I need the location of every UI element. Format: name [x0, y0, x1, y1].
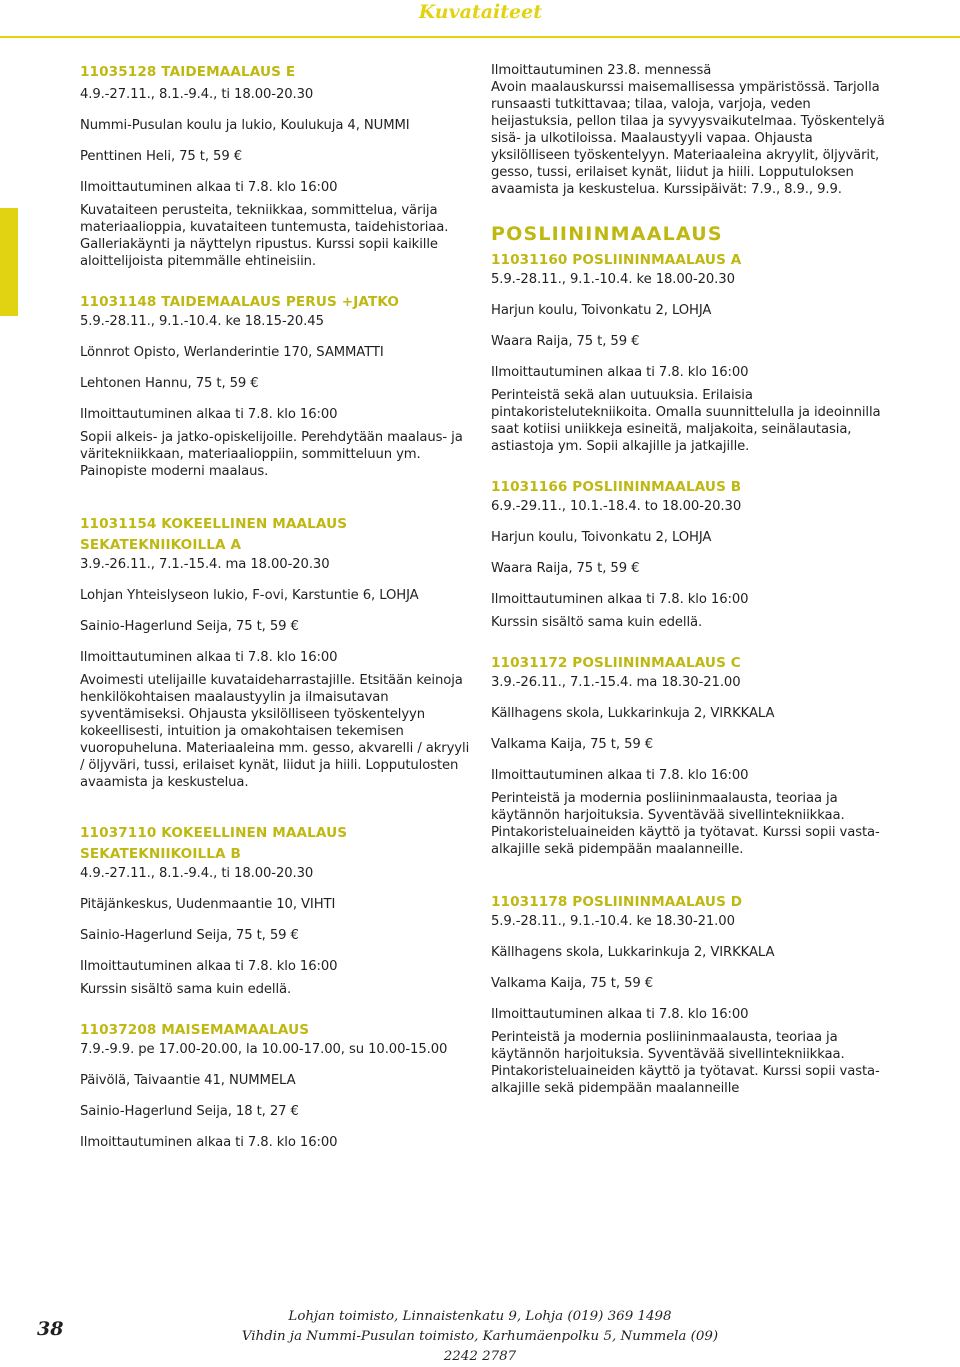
course-schedule: 6.9.-29.11., 10.1.-18.4. to 18.00-20.30: [491, 499, 742, 514]
course-teacher: Lehtonen Hannu, 75 t, 59 €: [80, 376, 259, 391]
course-registration: Ilmoittautuminen alkaa ti 7.8. klo 16:00: [491, 592, 749, 607]
course-teacher: Penttinen Heli, 75 t, 59 €: [80, 149, 243, 164]
course-registration: Ilmoittautuminen alkaa ti 7.8. klo 16:00: [80, 650, 338, 665]
course-description: Perinteistä ja modernia posliininmaalausta, teoriaa ja käytännön harjoituksia. Syventävää sivellintekniikkaa. Pintakoristeluaineiden käyttö ja työtavat. Kurssi sopii vasta-alkajille sekä pidempään maalanneille.: [491, 791, 880, 857]
course-title: 11031178 POSLIININMAALAUS D: [491, 894, 743, 910]
course-schedule: 5.9.-28.11., 9.1.-10.4. ke 18.00-20.30: [491, 272, 735, 287]
course-schedule: 7.9.-9.9. pe 17.00-20.00, la 10.00-17.00, su 10.00-15.00: [80, 1042, 448, 1057]
course-11031154: [80, 514, 476, 791]
course-registration: Ilmoittautuminen alkaa ti 7.8. klo 16:00: [80, 180, 338, 195]
page-title: Kuvataiteet: [418, 1, 542, 23]
course-registration: Ilmoittautuminen 23.8. mennessä: [491, 63, 712, 78]
right-column: [491, 62, 893, 1097]
course-11031148: [80, 292, 476, 480]
course-teacher: Sainio-Hagerlund Seija, 75 t, 59 €: [80, 928, 299, 943]
course-teacher: Sainio-Hagerlund Seija, 75 t, 59 €: [80, 619, 299, 634]
header-rule: [0, 36, 960, 38]
section-heading: POSLIININMAALAUS: [491, 223, 723, 245]
course-location: Päivölä, Taivaantie 41, NUMMELA: [80, 1073, 296, 1088]
course-registration: Ilmoittautuminen alkaa ti 7.8. klo 16:00: [80, 1135, 338, 1150]
footer-office-lohja: Lohjan toimisto, Linnaistenkatu 9, Lohja (019) 369 1498: [288, 1309, 672, 1324]
course-registration: Ilmoittautuminen alkaa ti 7.8. klo 16:00: [491, 768, 749, 783]
course-11037208: [80, 1020, 476, 1151]
course-schedule: 4.9.-27.11., 8.1.-9.4., ti 18.00-20.30: [80, 866, 314, 881]
course-11031160: [491, 250, 893, 455]
course-11035128: [80, 62, 476, 270]
course-title: 11031166 POSLIININMAALAUS B: [491, 479, 742, 495]
course-title: 11031172 POSLIININMAALAUS C: [491, 655, 741, 671]
course-teacher: Sainio-Hagerlund Seija, 18 t, 27 €: [80, 1104, 299, 1119]
course-teacher: Valkama Kaija, 75 t, 59 €: [491, 737, 654, 752]
course-teacher: Valkama Kaija, 75 t, 59 €: [491, 976, 654, 991]
course-location: Källhagens skola, Lukkarinkuja 2, VIRKKALA: [491, 706, 775, 721]
course-location: Harjun koulu, Toivonkatu 2, LOHJA: [491, 530, 712, 545]
course-title: 11035128 TAIDEMAALAUS E: [80, 64, 296, 80]
course-registration: Ilmoittautuminen alkaa ti 7.8. klo 16:00: [80, 959, 338, 974]
course-description: Avoimesti utelijaille kuvataideharrastajille. Etsitään keinoja henkilökohtaisen maalaustyylin ja ilmaisutavan syventämiseksi. Ohjausta yksilölliseen työskentelyyn kokeellisesti, intuition ja omakohtaisen tekemisen vuoropuheluna. Materiaaleina mm. gesso, akvarelli / akryyli / öljyväri, tussi, erilaiset kynät, liidut ja hiili. Lopputulosten avaamista ja keskustelua.: [80, 673, 470, 790]
course-location: Pitäjänkeskus, Uudenmaantie 10, VIHTI: [80, 897, 336, 912]
course-location: Källhagens skola, Lukkarinkuja 2, VIRKKALA: [491, 945, 775, 960]
course-registration: Ilmoittautuminen alkaa ti 7.8. klo 16:00: [80, 407, 338, 422]
course-schedule: 5.9.-28.11., 9.1.-10.4. ke 18.30-21.00: [491, 914, 735, 929]
course-teacher: Waara Raija, 75 t, 59 €: [491, 561, 640, 576]
course-schedule: 4.9.-27.11., 8.1.-9.4., ti 18.00-20.30: [80, 87, 314, 102]
course-11031166: [491, 477, 893, 631]
footer-office-vihti: Vihdin ja Nummi-Pusulan toimisto, Karhumäenpolku 5, Nummela (09) 2242 2787: [241, 1329, 719, 1364]
course-description: Kurssin sisältö sama kuin edellä.: [491, 615, 703, 630]
course-11031172: [491, 653, 893, 858]
course-title: 11037110 KOKEELLINEN MAALAUS SEKATEKNIIKOILLA B: [80, 825, 348, 862]
page-number: 38: [37, 1318, 64, 1340]
course-location: Lohjan Yhteislyseon lukio, F-ovi, Karstuntie 6, LOHJA: [80, 588, 419, 603]
course-teacher: Waara Raija, 75 t, 59 €: [491, 334, 640, 349]
continued-course-info: [491, 62, 893, 198]
course-title: 11031148 TAIDEMAALAUS PERUS +JATKO: [80, 294, 400, 310]
course-description: Perinteistä ja modernia posliininmaalausta, teoriaa ja käytännön harjoituksia. Syventävää sivellintekniikkaa. Pintakoristeluaineiden käyttö ja työtavat. Kurssi sopii vasta-alkajille sekä pidempään maalanneille: [491, 1030, 880, 1096]
left-column: [80, 62, 476, 1157]
course-registration: Ilmoittautuminen alkaa ti 7.8. klo 16:00: [491, 1007, 749, 1022]
side-tab-marker: [0, 208, 18, 316]
course-description: Sopii alkeis- ja jatko-opiskelijoille. Perehdytään maalaus- ja väritekniikkaan, materiaalioppiin, sommitteluun ym. Painopiste moderni maalaus.: [80, 430, 463, 479]
course-description: Kuvataiteen perusteita, tekniikkaa, sommittelua, värija materiaalioppia, kuvataiteen tuntemusta, taidehistoriaa. Galleriakäynti ja näyttelyn ripustus. Kurssi sopii kaikille aloittelijoista pitemmälle ehtineisiin.: [80, 203, 449, 269]
course-registration: Ilmoittautuminen alkaa ti 7.8. klo 16:00: [491, 365, 749, 380]
course-schedule: 5.9.-28.11., 9.1.-10.4. ke 18.15-20.45: [80, 314, 324, 329]
course-title: 11031154 KOKEELLINEN MAALAUS SEKATEKNIIKOILLA A: [80, 516, 348, 553]
course-description: Perinteistä sekä alan uutuuksia. Erilaisia pintakoristelutekniikoita. Omalla suunnittelulla ja ideoinnilla saat kotiisi uniikkeja esineitä, maljakoita, seinälautasia, astiastoja ym. Sopii alkajille ja jatkajille.: [491, 388, 881, 454]
course-schedule: 3.9.-26.11., 7.1.-15.4. ma 18.30-21.00: [491, 675, 741, 690]
course-description: Kurssin sisältö sama kuin edellä.: [80, 982, 292, 997]
course-title: 11031160 POSLIININMAALAUS A: [491, 252, 742, 268]
course-11037110: [80, 823, 476, 998]
course-title: 11037208 MAISEMAMAALAUS: [80, 1022, 310, 1038]
page-header: [0, 0, 960, 39]
course-11031178: [491, 892, 893, 1097]
course-location: Harjun koulu, Toivonkatu 2, LOHJA: [491, 303, 712, 318]
course-description: Avoin maalauskurssi maisemallisessa ympäristössä. Tarjolla runsaasti tutkittavaa; tilaa, valoja, varjoja, veden heijastuksia, pellon tilaa ja syvyysvaikutelmaa. Työskentelyä sisä- ja ulkotiloissa. Maalaustyyli vapaa. Ohjausta yksilölliseen työskentelyyn. Materiaaleina akryylit, öljyvärit, gesso, tussi, erilaiset kynät, liidut ja hiili. Lopputuloksen avaamista ja keskustelua. Kurssipäivät: 7.9., 8.9., 9.9.: [491, 80, 885, 197]
footer-contacts: [230, 1307, 730, 1367]
course-location: Lönnrot Opisto, Werlanderintie 170, SAMMATTI: [80, 345, 384, 360]
course-schedule: 3.9.-26.11., 7.1.-15.4. ma 18.00-20.30: [80, 557, 330, 572]
course-location: Nummi-Pusulan koulu ja lukio, Koulukuja 4, NUMMI: [80, 118, 410, 133]
